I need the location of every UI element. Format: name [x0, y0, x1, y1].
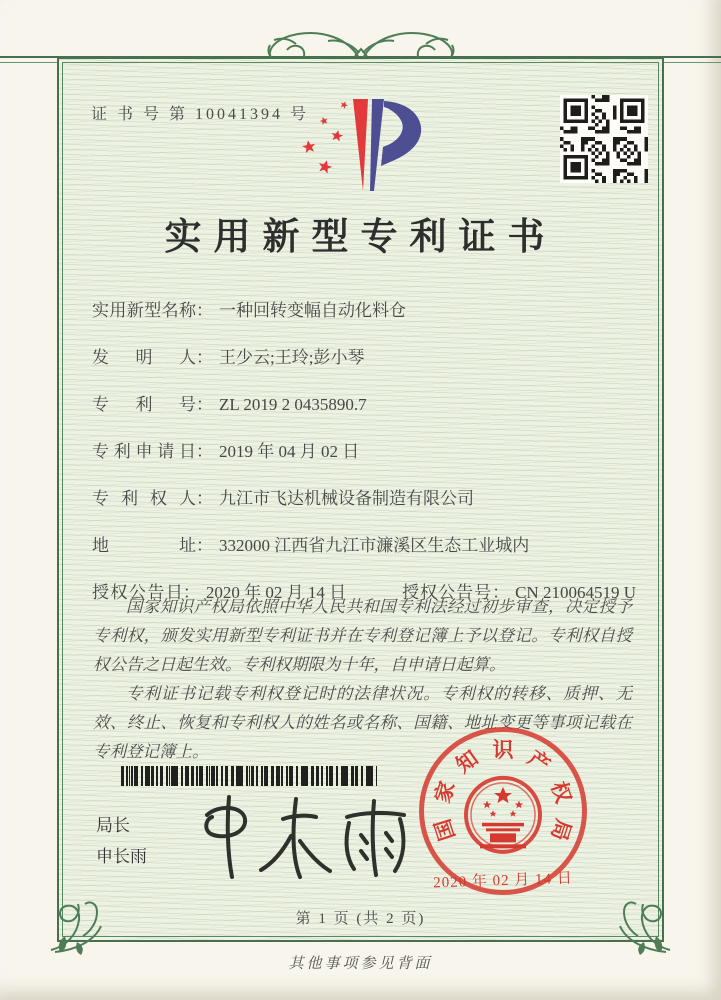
field-inventor-value: 王少云;王玲;彭小琴	[219, 348, 365, 367]
colon: ：	[196, 348, 213, 367]
certificate-number: 证 书 号 第 10041394 号	[91, 106, 310, 123]
field-name	[92, 296, 636, 321]
certificate-frame	[57, 57, 664, 942]
field-patentee-value: 九江市飞达机械设备制造有限公司	[219, 489, 474, 508]
barcode	[121, 766, 377, 786]
national-emblem-icon	[460, 767, 546, 863]
field-inventor-label: 发明人	[92, 348, 196, 367]
back-note: 其他事项参见背面	[288, 956, 433, 972]
official-seal: 国 家 知 识 产 权 局	[415, 723, 591, 899]
field-address	[92, 531, 636, 556]
page-number: 第 1 页 (共 2 页)	[295, 911, 426, 927]
colon: ：	[196, 301, 213, 320]
field-filing-date-value: 2019 年 04 月 02 日	[219, 442, 360, 461]
field-grant-date-label: 授权公告日	[92, 583, 183, 602]
field-patent-no	[92, 390, 636, 415]
qr-code	[560, 95, 648, 183]
colon: ：	[196, 489, 213, 508]
field-filing-date-label: 专利申请日	[92, 442, 196, 461]
colon: ：	[492, 583, 510, 602]
signature-handwriting-icon	[191, 789, 426, 884]
legal-paragraph-1: 国家知识产权局依照中华人民共和国专利法经过初步审查，决定授予专利权，颁发实用新型专利证书并在专利登记簿上予以登记。专利权自授权公告之日起生效。专利权期限为十年，自申请日起算。	[93, 597, 632, 674]
signer-block	[96, 810, 147, 872]
field-grant-date-value: 2020 年 02 月 14 日	[205, 583, 347, 602]
field-address-value: 332000 江西省九江市濂溪区生态工业城内	[219, 536, 530, 555]
certificate-title: 实用新型专利证书	[164, 217, 557, 258]
signer-name: 申长雨	[96, 847, 147, 866]
field-filing-date	[92, 437, 636, 462]
colon: ：	[182, 583, 200, 602]
field-name-value: 一种回转变幅自动化料仓	[219, 301, 406, 320]
field-inventor	[92, 343, 636, 368]
colon: ：	[196, 442, 213, 461]
field-list	[92, 296, 636, 625]
colon: ：	[196, 395, 213, 414]
field-grant-no-value: CN 210064519 U	[515, 583, 636, 602]
colon: ：	[196, 536, 213, 555]
field-patent-no-label: 专利号	[92, 395, 196, 414]
field-patentee-label: 专利权人	[92, 489, 196, 508]
cnipa-logo-icon	[281, 91, 441, 208]
field-name-label: 实用新型名称	[92, 301, 196, 320]
field-patent-no-value: ZL 2019 2 0435890.7	[219, 395, 367, 414]
signer-title: 局长	[96, 816, 130, 835]
field-address-label: 地址	[92, 536, 196, 555]
field-grant-no-label: 授权公告号	[402, 583, 493, 602]
field-patentee	[92, 484, 636, 509]
legal-paragraph-2: 专利证书记载专利权登记时的法律状况。专利权的转移、质押、无效、终止、恢复和专利权人的姓名或名称、国籍、地址变更等事项记载在专利登记簿上。	[93, 684, 632, 761]
seal-date: 2020 年 02 月 14 日	[432, 870, 574, 892]
